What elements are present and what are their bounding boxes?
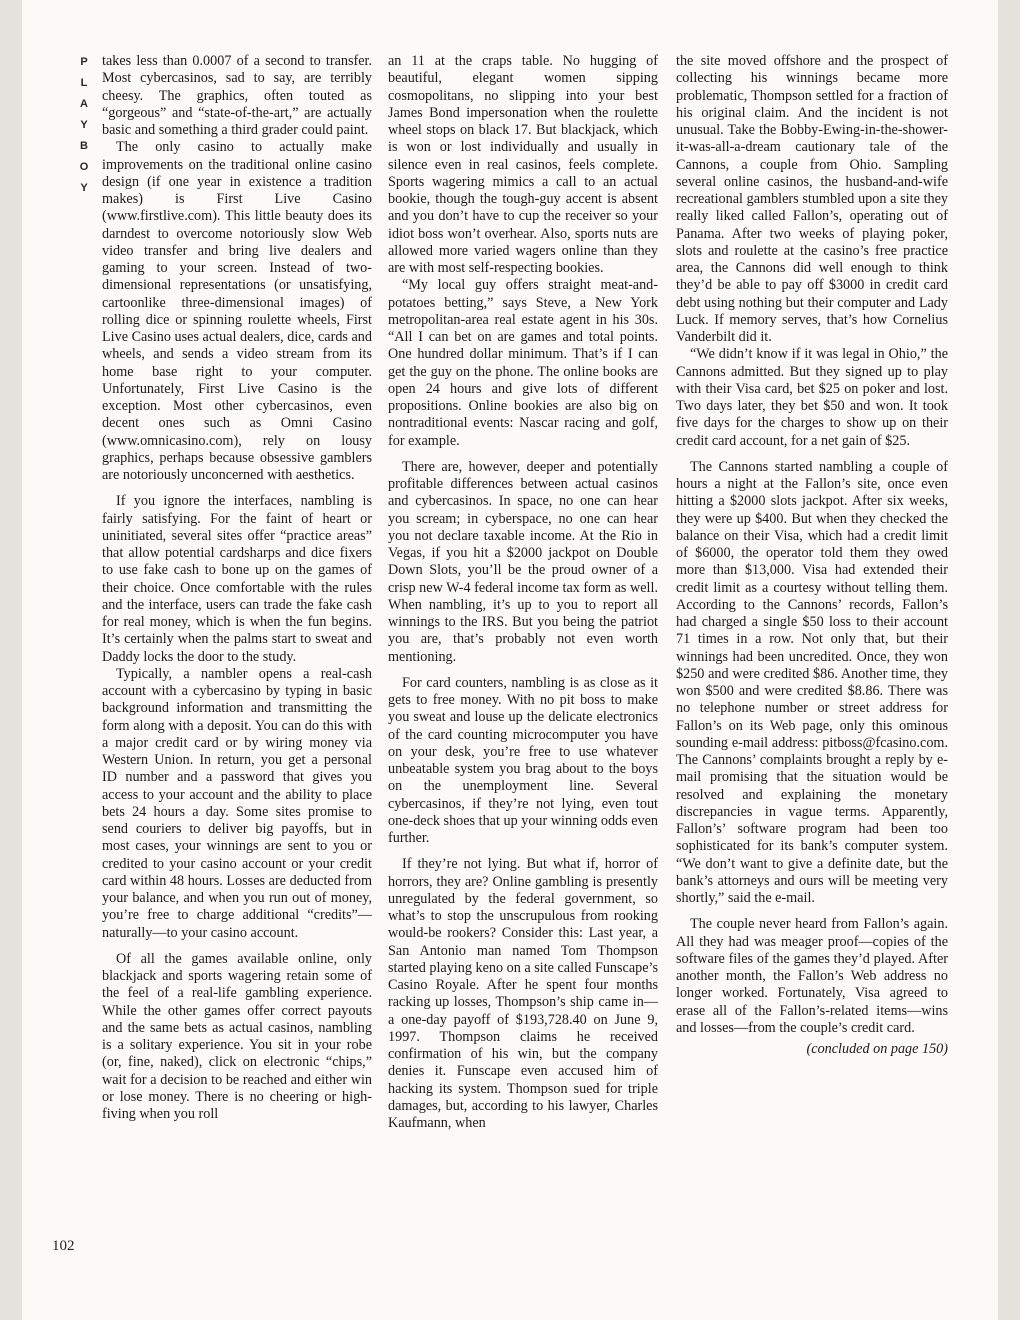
article-column-2: [388, 53, 658, 1132]
magazine-letter: Y: [80, 182, 88, 194]
paragraph: There are, however, deeper and potentially profitable differences between actual casinos and cybercasinos. In space, no one can hear you scream; in cyberspace, no one can hear you not declare taxable income. At the Rio in Vegas, if you hit a $2000 jackpot on Double Down Slots, you’ll be the proud owner of a crisp new W-4 federal income tax form as well. When nambling, it’s up to you to report all winnings to the IRS. But you being the patriot you are, that’s probably not even worth mentioning.: [388, 458, 658, 665]
page-number: 102: [52, 1238, 75, 1254]
paragraph: takes less than 0.0007 of a second to transfer. Most cybercasinos, sad to say, are terribly cheesy. The graphics, often touted as “gorgeous” and “state-of-the-art,” are actually basic and something a third grader could paint.: [102, 53, 372, 138]
paragraph: The couple never heard from Fallon’s again. All they had was meager proof—copies of the software files of the games they’d played. After another month, the Fallon’s Web address no longer worked. Fortunately, Visa agreed to erase all of the Fallon’s-related items—wins and losses—from the couple’s credit card.: [676, 916, 948, 1036]
continued-note: (concluded on page 150): [806, 1041, 948, 1057]
magazine-letter: B: [80, 140, 88, 152]
article-column-1: [102, 53, 372, 1123]
magazine-page: [22, 0, 998, 1320]
paragraph: “My local guy offers straight meat-and-potatoes betting,” says Steve, a New York metropolitan-area real estate agent in his 30s. “All I can bet on are games and total points. One hundred dollar minimum. That’s if I can get the guy on the phone. The online books are open 24 hours and give lots of different propositions. Online bookies are also big on nontraditional events: Nascar racing and golf, for example.: [388, 277, 658, 449]
magazine-letter: O: [79, 161, 89, 173]
paragraph: Of all the games available online, only blackjack and sports wagering retain some of the feel of a real-life gambling experience. While the other games offer correct payouts and the same bets as actual casinos, nambling is a solitary experience. You sit in your robe (or, fine, naked), click on electronic “chips,” wait for a decision to be reached and either win or lose money. There is no cheering or high-fiving when you roll: [102, 950, 372, 1122]
article-column-3: [676, 53, 948, 1058]
magazine-letter: L: [80, 77, 88, 89]
paragraph: an 11 at the craps table. No hugging of beautiful, elegant women sipping cosmopolitans, no slipping into your best James Bond impersonation when the roulette wheel stops on black 17. But blackjack, which is won or lost individually and usually in silence even in real casinos, feels complete. Sports wagering mimics a call to an actual bookie, though the tough-guy accent is absent and you don’t have to cup the receiver so your idiot boss won’t overhear. Also, sports nuts are allowed more varied wagers online than they are with most self-respecting bookies.: [388, 53, 658, 276]
paragraph: the site moved offshore and the prospect of collecting his winnings became more problematic, Thompson settled for a fraction of his original claim. And the incident is not unusual. Take the Bobby-Ewing-in-the-shower-it-was-all-a-dream cautionary tale of the Cannons, a couple from Ohio. Sampling several online casinos, the husband-and-wife recreational gamblers stumbled upon a site they really liked called Fallon’s, operating out of Panama. After two weeks of playing poker, slots and roulette at the casino’s free practice area, the Cannons did well enough to think they’d be able to pay off $3000 in credit card debt using nothing but their computer and Lady Luck. If memory serves, that’s how Cornelius Vanderbilt did it.: [676, 53, 948, 345]
paragraph: “We didn’t know if it was legal in Ohio,” the Cannons admitted. But they signed up to play with their Visa card, bet $25 on poker and lost. Two days later, they bet $50 and won. It took five days for the charges to show up on their credit card account, for a net gain of $25.: [676, 346, 948, 449]
paragraph: Typically, a nambler opens a real-cash account with a cybercasino by typing in basic background information and transmitting the form along with a deposit. You can do this with a major credit card or by wiring money via Western Union. In return, you get a personal ID number and a password that gives you access to your account and the ability to place bets 24 hours a day. Some sites promise to send couriers to deliver big payoffs, but in most cases, your winnings are sent to you or credited to your casino account or your credit card within 48 hours. Losses are deducted from your balance, and when you run out of money, you’re free to charge additional “credits”—naturally—to your casino account.: [102, 665, 372, 941]
paragraph: The only casino to actually make improvements on the traditional online casino design (if one year in existence a tradition makes) is First Live Casino (www.firstlive.com). This little beauty does its darndest to overcome notoriously slow Web video transfer and bring live dealers and gaming to your screen. Instead of two-dimensional representations (or unsatisfying, cartoonlike three-dimensional images) of rolling dice or spinning roulette wheels, First Live Casino uses actual dealers, dice, cards and wheels, and sends a video stream from its home base right to your computer. Unfortunately, First Live Casino is the exception. Most other cybercasinos, even decent ones such as Omni Casino (www.omnicasino.com), rely on lousy graphics, perhaps because obsessive gamblers are notoriously unconcerned with aesthetics.: [102, 139, 372, 483]
paragraph: The Cannons started nambling a couple of hours a night at the Fallon’s site, once even hitting a $2000 slots jackpot. After six weeks, they were up $400. But when they checked the balance on their Visa, which had a credit limit of $6000, the operator told them they owed more than $13,000. Visa had extended their credit limit as a courtesy without telling them. According to the Cannons’ records, Fallon’s had charged a single $50 loss to their account 71 times in a row. Not only that, but their winnings had been uncredited. Once, they won $250 and were credited $86. Another time, they won $500 and were credited $8.86. There was no telephone number or street address for Fallon’s on its Web page, only this ominous sounding e-mail address: pitboss@fcasino.com. The Cannons’ complaints brought a reply by e-mail promising that the situation would be resolved and explaining the monetary discrepancies in vague terms. Apparently, Fallon’s’ software program had been too sophisticated for its bank’s computer system. “We don’t want to give a definite date, but the bank’s attorneys and ours will be meeting very shortly,” said the e-mail.: [676, 458, 948, 906]
magazine-name-vertical: [76, 52, 92, 199]
magazine-letter: P: [80, 56, 88, 68]
paragraph: If they’re not lying. But what if, horror of horrors, they are? Online gambling is presently unregulated by the federal government, so what’s to stop the unscrupulous from rooking would-be rookers? Consider this: Last year, a San Antonio man named Tom Thompson started playing keno on a site called Funscape’s Casino Royale. After he spent four months racking up losses, Thompson’s ship came in—a one-day payoff of $193,728.40 on June 9, 1997. Thompson claims he received confirmation of his win, but the company denies it. Funscape even accused him of hacking its system. Thompson sued for triple damages, but, according to his lawyer, Charles Kaufmann, when: [388, 856, 658, 1131]
magazine-letter: Y: [80, 119, 88, 131]
magazine-letter: A: [80, 98, 88, 110]
paragraph: If you ignore the interfaces, nambling is fairly satisfying. For the faint of heart or uninitiated, several sites offer “practice areas” that allow potential cardsharps and dice fixers to use fake cash to bone up on the games of their choice. Once comfortable with the rules and the interface, users can trade the fake cash for real money, which is when the fun begins. It’s certainly when the palms start to sweat and Daddy locks the door to the study.: [102, 493, 372, 665]
paragraph: For card counters, nambling is as close as it gets to free money. With no pit boss to make you sweat and louse up the delicate electronics of the card counting microcomputer you have on your desk, you’re free to use whatever unbeatable system you brag about to the boys on the unemployment line. Several cybercasinos, if they’re not lying, even tout one-deck shoes that up your winning odds even further.: [388, 674, 658, 846]
